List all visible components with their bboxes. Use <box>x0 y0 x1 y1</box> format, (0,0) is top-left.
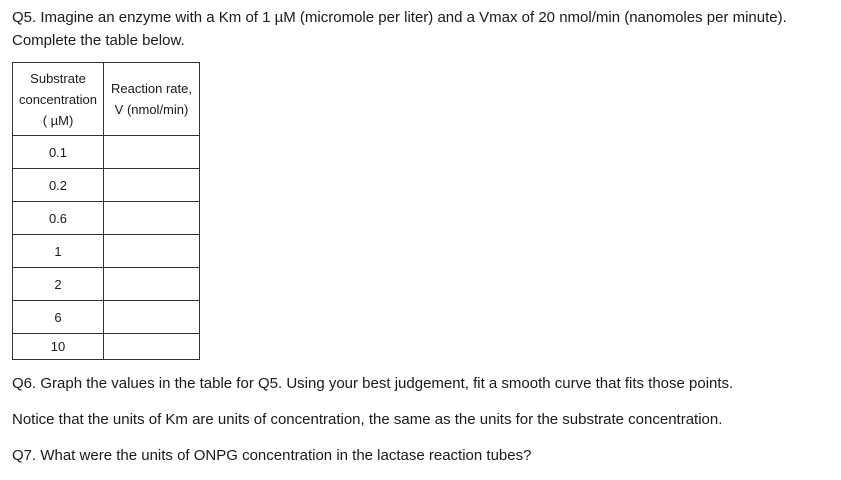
header-substrate-line: ( µM) <box>42 112 74 128</box>
header-substrate-line: Substrate <box>30 70 86 86</box>
table-header-row <box>13 63 200 136</box>
question-7-text: Q7. What were the units of ONPG concentration in the lactase reaction tubes? <box>12 447 532 464</box>
rate-cell <box>104 301 200 334</box>
table-row <box>13 268 200 301</box>
substrate-cell: 0.2 <box>13 169 104 202</box>
question-5-text: Q5. Imagine an enzyme with a Km of 1 µM (micromole per liter) and a Vmax of 20 nmol/min (nanomoles per minute). <box>12 9 787 26</box>
question-5 <box>12 6 832 52</box>
substrate-cell: 2 <box>13 268 104 301</box>
rate-cell <box>104 268 200 301</box>
rate-cell <box>104 136 200 169</box>
table-row <box>13 235 200 268</box>
rate-cell <box>104 169 200 202</box>
km-units-note: Notice that the units of Km are units of concentration, the same as the units for the substrate concentration. <box>12 411 723 428</box>
table-row <box>13 301 200 334</box>
substrate-cell: 6 <box>13 301 104 334</box>
substrate-cell: 0.6 <box>13 202 104 235</box>
rate-cell <box>104 334 200 360</box>
header-substrate-concentration <box>13 63 104 136</box>
substrate-cell: 1 <box>13 235 104 268</box>
table-row <box>13 334 200 360</box>
table-row <box>13 136 200 169</box>
header-reaction-rate <box>104 63 200 136</box>
substrate-cell: 10 <box>13 334 104 360</box>
header-substrate-line: concentration <box>18 91 98 107</box>
header-rate-line: V (nmol/min) <box>114 102 189 117</box>
question-6-text: Q6. Graph the values in the table for Q5. Using your best judgement, fit a smooth curve that fits those points. <box>12 375 734 392</box>
question-5-instruction: Complete the table below. <box>12 32 185 49</box>
header-rate-line: Reaction rate, <box>111 81 192 96</box>
rate-cell <box>104 235 200 268</box>
rate-cell <box>104 202 200 235</box>
table-row <box>13 169 200 202</box>
substrate-rate-table <box>12 62 200 360</box>
follow-up-questions <box>12 372 832 480</box>
table-row <box>13 202 200 235</box>
substrate-cell: 0.1 <box>13 136 104 169</box>
